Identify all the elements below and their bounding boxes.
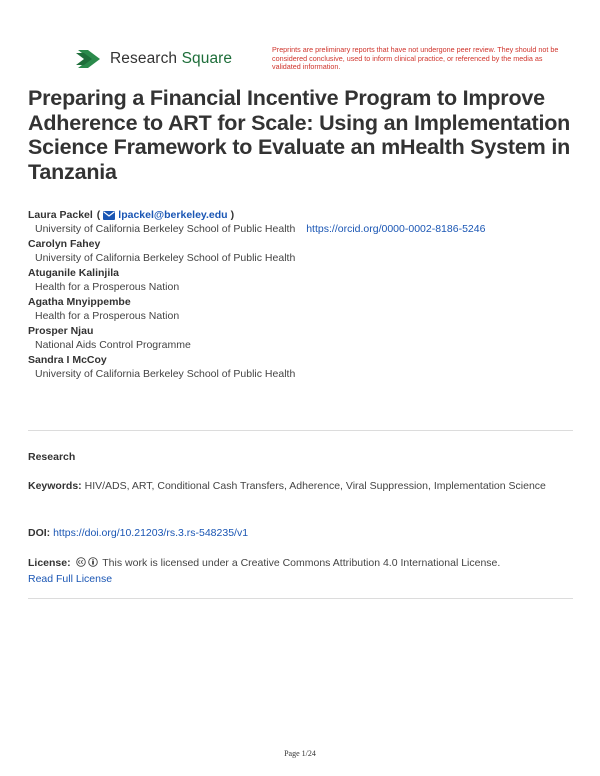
doi-link[interactable]: https://doi.org/10.21203/rs.3.rs-548235/v1 (53, 527, 249, 539)
keywords (28, 479, 573, 495)
author-list (28, 208, 588, 382)
brand-name-part1: Research (110, 50, 178, 67)
research-square-logo[interactable] (76, 48, 232, 70)
paren-close: ) (230, 209, 235, 221)
mail-icon (103, 211, 115, 220)
author-affiliation: University of California Berkeley School of Public Health (35, 223, 296, 235)
section-type: Research (28, 451, 76, 463)
author-entry (28, 324, 588, 353)
creative-commons-icon (76, 557, 86, 567)
author-affiliation: University of California Berkeley School of Public Health (35, 368, 296, 380)
divider (28, 430, 573, 431)
attribution-icon (88, 557, 98, 567)
author-entry (28, 208, 588, 237)
author-name: Laura Packel (28, 209, 93, 221)
header (0, 0, 600, 80)
author-name: Sandra I McCoy (28, 354, 107, 366)
license (28, 556, 573, 587)
author-entry (28, 237, 588, 266)
doi-label: DOI: (28, 527, 51, 539)
author-name: Carolyn Fahey (28, 238, 101, 250)
author-affiliation: Health for a Prosperous Nation (35, 310, 180, 322)
author-email-link[interactable]: lpackel@berkeley.edu (118, 209, 228, 221)
read-full-license-link[interactable]: Read Full License (28, 572, 113, 585)
author-name: Agatha Mnyippembe (28, 296, 131, 308)
author-affiliation-line (28, 222, 588, 237)
brand-name (110, 50, 232, 68)
keywords-label: Keywords: (28, 480, 82, 492)
author-entry (28, 266, 588, 295)
license-text: This work is licensed under a Creative Commons Attribution 4.0 International License. (102, 557, 501, 569)
author-entry (28, 295, 588, 324)
author-name: Atuganile Kalinjila (28, 267, 120, 279)
research-square-logo-icon (76, 48, 102, 70)
author-affiliation: National Aids Control Programme (35, 339, 191, 351)
author-name: Prosper Njau (28, 325, 94, 337)
author-affiliation: Health for a Prosperous Nation (35, 281, 180, 293)
author-entry (28, 353, 588, 382)
cc-icons (76, 557, 98, 567)
brand-name-part2: Square (181, 50, 233, 67)
paper-title: Preparing a Financial Incentive Program to Improve Adherence to ART for Scale: Using an Implementation Science Framework to Evaluate an mHealth System in Tanzania (28, 86, 571, 184)
author-affiliation: University of California Berkeley School of Public Health (35, 252, 296, 264)
license-label: License: (28, 557, 71, 569)
author-name-line (28, 208, 588, 222)
preprint-notice: Preprints are preliminary reports that have not undergone peer review. They should not be considered conclusive, used to inform clinical practice, or referenced by the media as validated information. (272, 45, 559, 72)
orcid-link[interactable]: https://orcid.org/0000-0002-8186-5246 (306, 223, 486, 235)
paren-open: ( (96, 209, 101, 221)
keywords-value: HIV/ADS, ART, Conditional Cash Transfers, Adherence, Viral Suppression, Implementation Science (84, 480, 546, 492)
divider (28, 598, 573, 599)
page-number: Page 1/24 (284, 749, 316, 758)
doi (28, 526, 573, 542)
